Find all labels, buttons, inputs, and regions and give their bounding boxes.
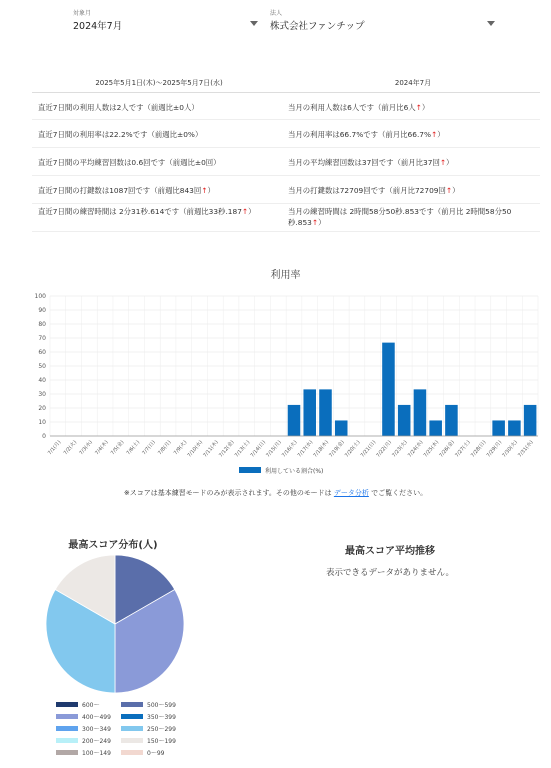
monthly-stat-text: 当月の練習時間は 2時間58分50秒.853です（前月比 2時間58分50秒.853 (288, 207, 512, 227)
legend-label: 250〜299 (147, 725, 176, 733)
up-arrow-icon: ↑ (201, 186, 208, 195)
legend-item (121, 724, 186, 733)
chevron-down-icon (487, 21, 495, 26)
legend-swatch (121, 750, 143, 755)
corporation-value: 株式会社ファンチップ (270, 21, 365, 32)
data-analysis-link[interactable]: データ分析 (333, 489, 369, 497)
x-tick-label: 7/6(土) (125, 439, 142, 457)
x-tick-label: 7/5(金) (109, 439, 126, 457)
period-select[interactable] (73, 8, 258, 32)
legend-swatch (56, 750, 78, 755)
monthly-stat (286, 129, 540, 147)
x-tick-label: 7/20(土) (343, 439, 362, 459)
x-tick-label: 7/4(木) (94, 439, 110, 457)
bar (492, 420, 505, 436)
y-tick-label: 20 (38, 405, 46, 412)
weekly-stat-text: 直近7日間の練習時間は 2分31秒.614です（前週比33秒.187 (38, 207, 242, 216)
legend-label: 300〜349 (82, 725, 111, 733)
legend-label: 200〜249 (82, 737, 111, 745)
up-arrow-icon: ↑ (445, 186, 453, 195)
x-tick-label: 7/29(月) (485, 439, 504, 459)
legend-item (121, 748, 186, 757)
legend-row (56, 734, 186, 746)
x-tick-label: 7/14(日) (249, 439, 268, 459)
period-label: 対象月 (73, 10, 92, 17)
legend-swatch (56, 726, 78, 731)
legend-label: 350〜399 (147, 713, 176, 721)
legend-swatch (239, 467, 261, 473)
corporation-label: 法人 (270, 10, 283, 17)
weekly-stat-text: 直近7日間の利用率は22.2%です（前週比±0%） (38, 130, 203, 139)
x-tick-label: 7/18(木) (312, 439, 331, 459)
corporation-select[interactable] (270, 8, 495, 32)
monthly-stat-close: ） (318, 218, 326, 227)
legend-item (121, 712, 186, 721)
monthly-stat-close: ） (446, 158, 454, 167)
stats-row (32, 176, 540, 204)
x-tick-label: 7/24(水) (406, 439, 425, 459)
up-arrow-icon: ↑ (431, 130, 438, 139)
period-value: 2024年7月 (73, 21, 123, 32)
bar (319, 389, 332, 436)
weekly-stat (32, 102, 286, 119)
y-tick-label: 50 (38, 363, 46, 370)
stats-row (32, 204, 540, 232)
score-note (0, 488, 551, 498)
y-tick-label: 70 (38, 335, 46, 342)
y-tick-label: 100 (34, 293, 46, 300)
x-tick-label: 7/30(火) (501, 439, 519, 459)
chevron-down-icon (250, 21, 258, 26)
weekly-stat-close: ） (207, 186, 215, 195)
weekly-stat (32, 206, 286, 231)
x-tick-label: 7/19(金) (328, 439, 346, 459)
no-data-message: 表示できるデータがありません。 (325, 568, 454, 578)
x-tick-label: 7/22(月) (375, 439, 393, 459)
legend-row (56, 710, 186, 722)
x-tick-label: 7/10(水) (186, 439, 205, 459)
average-score-title: 最高スコア平均推移 (345, 546, 435, 557)
note-suffix: でご覧ください。 (371, 489, 428, 497)
x-tick-label: 7/17(水) (296, 439, 315, 459)
up-arrow-icon: ↑ (311, 218, 319, 227)
x-tick-label: 7/3(水) (78, 439, 94, 457)
monthly-stat (286, 102, 540, 119)
score-distribution-title: 最高スコア分布(人) (68, 540, 158, 551)
legend-item (56, 724, 121, 733)
bar (414, 389, 427, 436)
monthly-stat (286, 157, 540, 175)
legend-label: 600〜 (82, 701, 100, 709)
x-tick-label: 7/12(金) (218, 439, 236, 459)
y-tick-label: 0 (42, 433, 46, 440)
x-tick-label: 7/9(火) (172, 439, 189, 457)
x-tick-label: 7/31(水) (517, 439, 535, 459)
monthly-stat-text: 当月の利用率は66.7%です（前月比66.7% (288, 130, 432, 139)
monthly-stat-text: 当月の平均練習回数は37回です（前月比37回 (288, 158, 440, 167)
legend-item (56, 700, 121, 709)
x-tick-label: 7/21(日) (359, 439, 378, 459)
weekly-header: 2025年5月1日(木)～2025年5月7日(水) (95, 79, 223, 87)
monthly-stat (286, 206, 540, 231)
stats-row (32, 148, 540, 176)
x-tick-label: 7/11(木) (202, 439, 220, 459)
legend-row (56, 722, 186, 734)
up-arrow-icon: ↑ (439, 158, 447, 167)
legend-row (56, 698, 186, 710)
x-tick-label: 7/7(日) (141, 439, 157, 457)
weekly-stat (32, 157, 286, 175)
monthly-stat-text: 当月の打鍵数は72709回です（前月比72709回 (288, 186, 446, 195)
monthly-stat-close: ） (421, 103, 430, 112)
weekly-stat (32, 129, 286, 147)
usage-rate-chart (0, 280, 551, 484)
x-tick-label: 7/16(火) (280, 439, 299, 459)
monthly-header: 2024年7月 (394, 79, 432, 87)
y-tick-label: 30 (38, 391, 46, 398)
x-tick-label: 7/23(火) (391, 439, 409, 459)
bar (429, 420, 442, 436)
x-tick-label: 7/1(月) (46, 439, 63, 457)
weekly-stat-text: 直近7日間の利用人数は2人です（前週比±0人） (38, 103, 199, 112)
weekly-stat-text: 直近7日間の打鍵数は1087回です（前週比843回 (38, 186, 202, 195)
legend-item (121, 700, 186, 709)
legend-swatch (121, 726, 143, 731)
legend-swatch (121, 702, 143, 707)
y-tick-label: 60 (38, 349, 46, 356)
up-arrow-icon: ↑ (415, 103, 422, 112)
bar (335, 420, 348, 436)
y-tick-label: 40 (38, 377, 46, 384)
bar (508, 420, 521, 436)
bar (303, 389, 316, 436)
stats-row (32, 120, 540, 148)
chart-title: 利用率 (270, 270, 301, 281)
legend-label: 400〜499 (82, 713, 111, 721)
weekly-stat-close: ） (248, 207, 256, 216)
y-tick-label: 90 (38, 307, 46, 314)
x-tick-label: 7/15(月) (265, 439, 283, 459)
legend-item (56, 736, 121, 745)
legend-swatch (56, 702, 78, 707)
x-tick-label: 7/25(木) (422, 439, 441, 459)
x-tick-label: 7/28(日) (469, 439, 488, 459)
legend-label: 150〜199 (147, 737, 176, 745)
weekly-stat-text: 直近7日間の平均練習回数は0.6回です（前週比±0回） (38, 158, 221, 167)
weekly-stat (32, 185, 286, 203)
legend-item (56, 712, 121, 721)
x-tick-label: 7/2(火) (62, 439, 79, 457)
pie-legend (56, 698, 186, 758)
legend-label: 0〜99 (147, 749, 165, 757)
legend-row (56, 746, 186, 758)
legend-swatch (121, 738, 143, 743)
stats-header (32, 74, 540, 93)
bar (445, 405, 458, 436)
x-tick-label: 7/27(土) (454, 439, 472, 459)
stats-table (32, 74, 540, 232)
stats-row (32, 93, 540, 120)
note-prefix: ※スコアは基本練習モードのみが表示されます。その他のモードは (123, 489, 332, 497)
bar (524, 405, 537, 436)
legend-swatch (56, 714, 78, 719)
y-tick-label: 10 (38, 419, 46, 426)
bar (398, 405, 411, 436)
legend-swatch (121, 714, 143, 719)
x-tick-label: 7/26(金) (438, 439, 456, 459)
legend-swatch (56, 738, 78, 743)
legend-label: 500〜599 (147, 701, 176, 709)
monthly-stat (286, 185, 540, 203)
monthly-stat-text: 当月の利用人数は6人です（前月比6人 (288, 103, 416, 112)
legend-item (121, 736, 186, 745)
up-arrow-icon: ↑ (241, 207, 249, 216)
legend-item (56, 748, 121, 757)
monthly-stat-close: ） (452, 186, 460, 195)
x-tick-label: 7/13(土) (233, 439, 252, 459)
x-tick-label: 7/8(月) (157, 439, 173, 457)
legend-label: 利用している割合(%) (265, 468, 324, 475)
bar (288, 405, 301, 436)
legend-label: 100〜149 (82, 749, 111, 757)
bar (382, 343, 395, 436)
y-tick-label: 80 (38, 321, 46, 328)
monthly-stat-close: ） (437, 130, 445, 139)
score-distribution-pie (44, 553, 186, 695)
